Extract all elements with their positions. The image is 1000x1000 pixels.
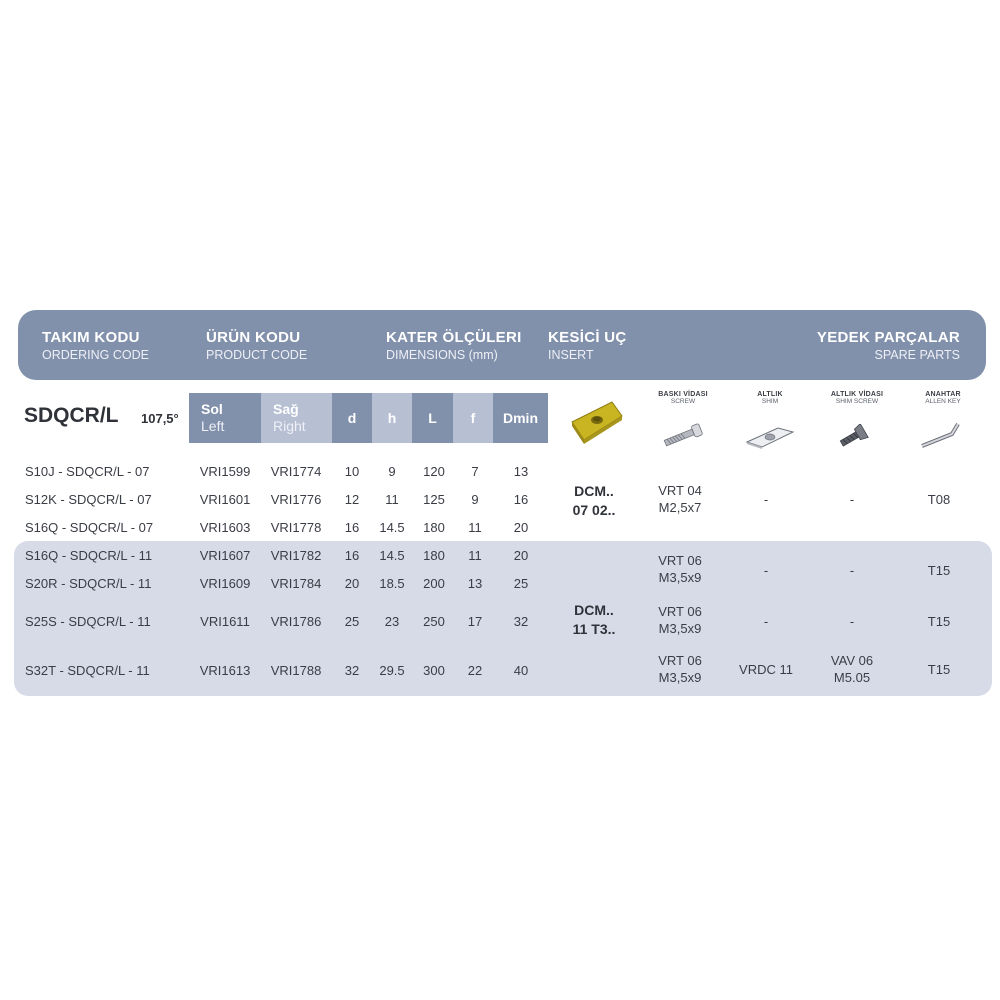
row-5-left: VRI1609: [199, 576, 251, 591]
header-band: [18, 310, 986, 380]
ordering-code-subtitle: ORDERING CODE: [42, 348, 149, 362]
screw-group-4: [658, 652, 702, 686]
spare-header-shim-tr: ALTLIK: [757, 391, 783, 398]
row-3-h: 14.5: [379, 520, 405, 535]
row-6-h: 23: [384, 614, 400, 629]
family-name: SDQCR/L: [24, 404, 119, 427]
insert-07: [573, 482, 616, 520]
spare-parts-subtitle: SPARE PARTS: [874, 348, 960, 362]
insert-title: KESİCİ UÇ: [548, 329, 627, 346]
row-6-dmin: 32: [513, 614, 529, 629]
row-2-f: 9: [471, 492, 479, 507]
screw-group-4-line1: VRT 06: [658, 653, 702, 668]
column-d: d: [332, 393, 372, 443]
row-6-d: 25: [344, 614, 360, 629]
column-dmin: Dmin: [493, 393, 548, 443]
spare-header-key-tr: ANAHTAR: [925, 391, 961, 398]
spare-header-screw-en: SCREW: [670, 398, 696, 405]
column-right-tr: Sağ: [273, 401, 299, 417]
allen-key-icon: [918, 420, 968, 450]
row-5-d: 20: [344, 576, 360, 591]
row-2-L: 125: [423, 492, 445, 507]
row-1-right: VRI1774: [270, 464, 322, 479]
row-3-dmin: 20: [513, 520, 529, 535]
key-group-3: T15: [927, 614, 951, 629]
screw-group-1: [658, 482, 702, 516]
row-1-h: 9: [388, 464, 396, 479]
row-1-code: S10J - SDQCR/L - 07: [25, 464, 150, 479]
row-2-left: VRI1601: [199, 492, 251, 507]
row-3-f: 11: [468, 520, 482, 535]
row-3-d: 16: [344, 520, 360, 535]
shim-screw-group-4: [831, 652, 873, 686]
row-7-dmin: 40: [513, 663, 529, 678]
screw-group-3: [658, 603, 702, 637]
column-left-en: Left: [201, 418, 225, 434]
screw-group-4-line2: M3,5x9: [658, 670, 702, 685]
spare-header-shim-screw-tr: ALTLIK VİDASI: [830, 391, 884, 398]
insert-07-line2: 07 02..: [572, 502, 616, 518]
row-4-code: S16Q - SDQCR/L - 11: [25, 548, 153, 563]
shim-screw-icon: [836, 424, 870, 450]
ordering-code-title: TAKIM KODU: [42, 329, 140, 346]
shim-screw-group-4-line2: M5.05: [833, 670, 871, 685]
family-angle: 107,5°: [141, 411, 179, 426]
row-4-dmin: 20: [513, 548, 529, 563]
row-2-right: VRI1776: [270, 492, 322, 507]
row-7-left: VRI1613: [199, 663, 251, 678]
row-6-left: VRI1611: [200, 614, 250, 629]
row-7-d: 32: [344, 663, 360, 678]
row-1-d: 10: [344, 464, 360, 479]
row-7-L: 300: [423, 663, 445, 678]
row-5-L: 200: [423, 576, 445, 591]
key-group-4: T15: [927, 662, 951, 677]
row-6-L: 250: [423, 614, 445, 629]
column-right-en: Right: [273, 418, 306, 434]
row-4-left: VRI1607: [199, 548, 251, 563]
column-h: h: [372, 393, 412, 443]
row-7-f: 22: [467, 663, 483, 678]
row-2-dmin: 16: [513, 492, 529, 507]
product-code-title: ÜRÜN KODU: [206, 329, 301, 346]
screw-group-3-line2: M3,5x9: [658, 621, 702, 636]
column-L: L: [412, 393, 453, 443]
row-1-L: 120: [423, 464, 445, 479]
spare-header-shim-screw: [812, 391, 902, 405]
shim-screw-group-3: -: [849, 614, 855, 629]
dimensions-title: KATER ÖLÇÜLERI: [386, 329, 522, 346]
row-3-code: S16Q - SDQCR/L - 07: [25, 520, 154, 535]
row-4-f: 11: [468, 548, 482, 563]
spare-parts-title: YEDEK PARÇALAR: [816, 329, 960, 346]
spare-header-screw: [638, 391, 728, 405]
screw-group-2-line1: VRT 06: [658, 553, 702, 568]
column-left: [189, 393, 261, 443]
row-5-f: 13: [467, 576, 483, 591]
row-1-dmin: 13: [513, 464, 529, 479]
screw-group-1-line1: VRT 04: [658, 483, 702, 498]
insert-subtitle: INSERT: [548, 348, 594, 362]
row-2-code: S12K - SDQCR/L - 07: [25, 492, 152, 507]
shim-group-1: -: [763, 492, 769, 507]
screw-group-2-line2: M3,5x9: [658, 570, 702, 585]
spare-header-screw-tr: BASKI VİDASI: [658, 391, 708, 398]
spare-header-shim: [725, 391, 815, 405]
dimensions-subtitle: DIMENSIONS (mm): [386, 348, 498, 362]
row-4-d: 16: [344, 548, 360, 563]
column-f: f: [453, 393, 493, 443]
shim-screw-group-4-line1: VAV 06: [830, 653, 874, 668]
product-code-subtitle: PRODUCT CODE: [206, 348, 308, 362]
row-1-left: VRI1599: [199, 464, 251, 479]
row-5-code: S20R - SDQCR/L - 11: [25, 576, 152, 591]
row-4-right: VRI1782: [270, 548, 322, 563]
shim-screw-group-1: -: [849, 492, 855, 507]
shim-group-4: VRDC 11: [739, 662, 793, 677]
key-group-2: T15: [927, 563, 951, 578]
insert-07-line1: DCM..: [574, 483, 614, 499]
insert-11: [573, 601, 616, 639]
row-5-h: 18.5: [379, 576, 405, 591]
row-6-code: S25S - SDQCR/L - 11: [25, 614, 151, 629]
row-7-code: S32T - SDQCR/L - 11: [25, 663, 150, 678]
column-left-tr: Sol: [201, 401, 223, 417]
row-7-right: VRI1788: [270, 663, 322, 678]
shim-group-3: -: [763, 614, 769, 629]
row-1-f: 7: [471, 464, 479, 479]
row-5-right: VRI1784: [270, 576, 322, 591]
insert-icon: [566, 398, 626, 444]
key-group-1: T08: [927, 492, 951, 507]
row-3-left: VRI1603: [199, 520, 251, 535]
insert-11-line1: DCM..: [574, 602, 614, 618]
screw-group-1-line2: M2,5x7: [658, 500, 702, 515]
shim-group-2: -: [763, 563, 769, 578]
spare-header-shim-screw-en: SHIM SCREW: [835, 398, 879, 405]
row-6-f: 17: [467, 614, 483, 629]
insert-11-line2: 11 T3..: [572, 621, 616, 637]
spare-header-key-en: ALLEN KEY: [925, 398, 961, 405]
spare-header-key: [898, 391, 988, 405]
row-6-right: VRI1786: [270, 614, 322, 629]
row-7-h: 29.5: [379, 663, 405, 678]
screw-icon: [660, 422, 706, 450]
row-2-h: 11: [385, 492, 399, 507]
column-right: [261, 393, 332, 443]
row-2-d: 12: [344, 492, 360, 507]
row-4-h: 14.5: [379, 548, 405, 563]
shim-icon: [744, 424, 796, 450]
row-3-L: 180: [423, 520, 445, 535]
shim-screw-group-2: -: [849, 563, 855, 578]
spare-header-shim-en: SHIM: [761, 398, 779, 405]
screw-group-3-line1: VRT 06: [658, 604, 702, 619]
row-5-dmin: 25: [513, 576, 529, 591]
row-3-right: VRI1778: [270, 520, 322, 535]
screw-group-2: [658, 552, 702, 586]
row-4-L: 180: [423, 548, 445, 563]
